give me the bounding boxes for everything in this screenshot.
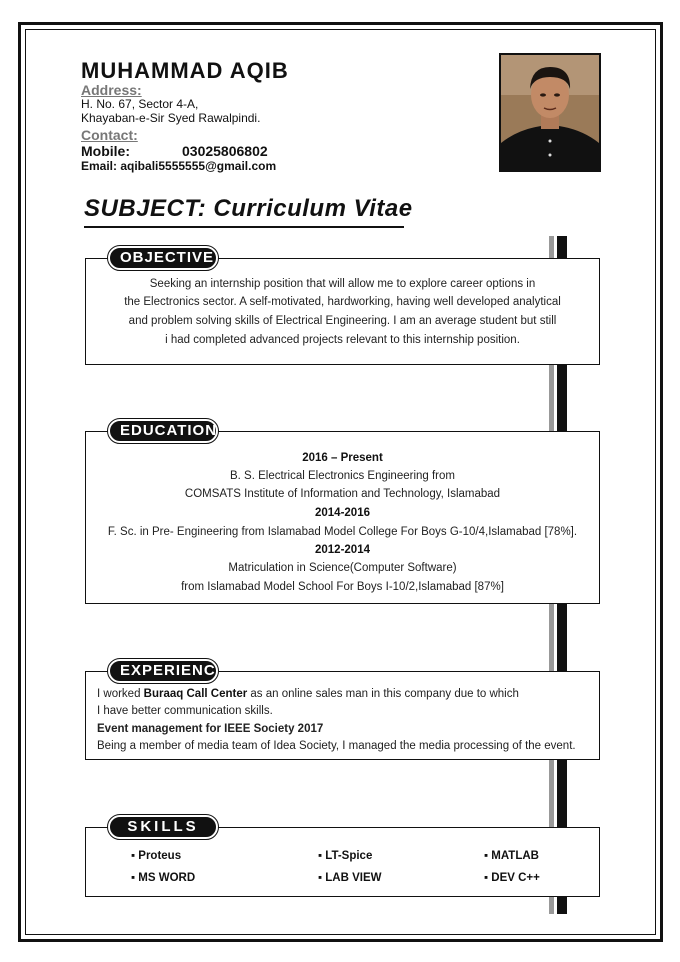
skill-item: ▪ DEV C++ bbox=[484, 872, 540, 884]
profile-photo-illustration bbox=[501, 55, 599, 170]
mobile-number: 03025806802 bbox=[182, 143, 268, 159]
education-years: 2014-2016 bbox=[315, 507, 370, 519]
experience-company: Buraaq Call Center bbox=[143, 688, 248, 700]
skill-item: ▪ Proteus bbox=[131, 850, 182, 862]
objective-line: i had completed advanced projects relevant to this internship position. bbox=[165, 334, 520, 346]
experience-text: I worked bbox=[97, 688, 144, 700]
experience-line: Being a member of media team of Idea Society, I managed the media processing of the event. bbox=[97, 740, 576, 752]
address-heading: Address: bbox=[81, 82, 142, 98]
address-line-1: H. No. 67, Sector 4-A, bbox=[81, 97, 199, 111]
experience-line: I have better communication skills. bbox=[97, 705, 273, 717]
education-detail: COMSATS Institute of Information and Technology, Islamabad bbox=[184, 488, 501, 500]
skill-item: ▪ LAB VIEW bbox=[318, 872, 382, 884]
experience-event-title: Event management for IEEE Society 2017 bbox=[97, 723, 324, 735]
contact-heading: Contact: bbox=[81, 127, 138, 143]
education-detail: Matriculation in Science(Computer Software) bbox=[228, 562, 457, 574]
objective-section bbox=[85, 258, 600, 365]
mobile-label: Mobile: bbox=[81, 143, 130, 159]
skill-item: ▪ MATLAB bbox=[484, 850, 539, 862]
experience-heading: EXPERIENCE bbox=[108, 659, 218, 683]
education-section bbox=[85, 431, 600, 604]
profile-photo bbox=[499, 53, 601, 172]
subject-underline bbox=[84, 226, 404, 228]
objective-line: Seeking an internship position that will allow me to explore career options in bbox=[149, 278, 536, 290]
skill-item: ▪ LT-Spice bbox=[318, 850, 373, 862]
education-years: 2016 – Present bbox=[302, 452, 383, 464]
experience-line bbox=[97, 688, 519, 700]
education-detail: F. Sc. in Pre- Engineering from Islamabad Model College For Boys G-10/4,Islamabad [78%]. bbox=[107, 526, 578, 538]
experience-section bbox=[85, 671, 600, 760]
objective-heading: OBJECTIVE bbox=[108, 246, 218, 270]
skills-heading: SKILLS bbox=[108, 815, 218, 839]
education-years: 2012-2014 bbox=[315, 544, 370, 556]
email-address: Email: aqibali5555555@gmail.com bbox=[81, 159, 277, 173]
objective-line: the Electronics sector. A self-motivated, hardworking, having well developed analytical bbox=[124, 296, 561, 308]
candidate-name: MUHAMMAD AQIB bbox=[81, 58, 289, 83]
experience-text: as an online sales man in this company due to which bbox=[247, 688, 519, 700]
education-detail: from Islamabad Model School For Boys I-10/2,Islamabad [87%] bbox=[181, 581, 504, 593]
objective-line: and problem solving skills of Electrical Engineering. I am an average student but still bbox=[128, 315, 557, 327]
education-detail: B. S. Electrical Electronics Engineering from bbox=[230, 470, 455, 482]
address-line-2: Khayaban-e-Sir Syed Rawalpindi. bbox=[81, 111, 261, 125]
subject-title: SUBJECT: Curriculum Vitae bbox=[84, 195, 413, 222]
education-heading: EDUCATION bbox=[108, 419, 218, 443]
skill-item: ▪ MS WORD bbox=[131, 872, 196, 884]
